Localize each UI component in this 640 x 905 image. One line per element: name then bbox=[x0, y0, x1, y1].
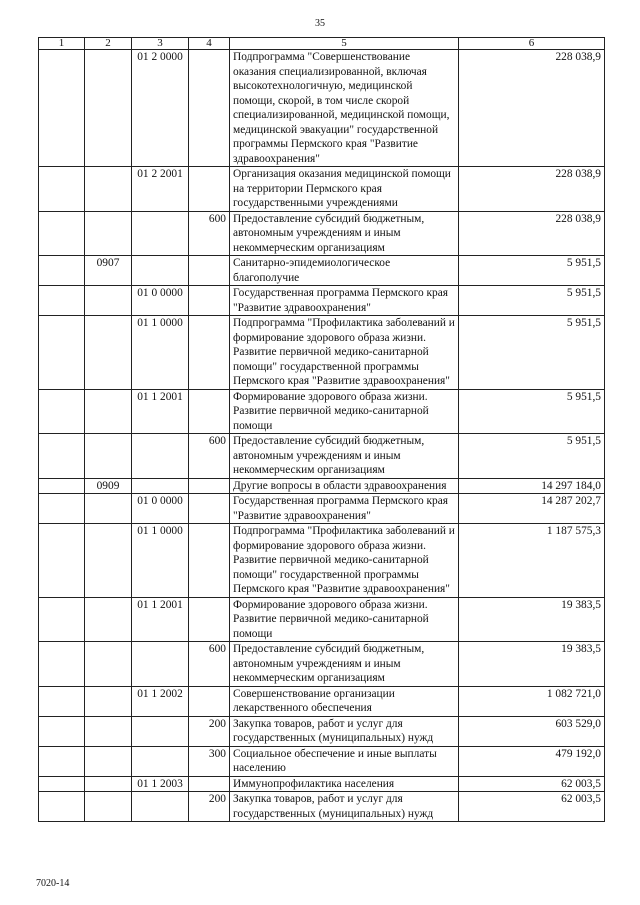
table-row bbox=[39, 211, 605, 256]
expense-type-cell bbox=[189, 286, 230, 316]
budget-table bbox=[38, 37, 605, 822]
expense-type-cell bbox=[189, 686, 230, 716]
name-cell: Подпрограмма "Совершенствование оказания специализированной, включая высокотехнологичную, медицинской помощи, скорой, в том числе скорой специализированной, медицинской помощи, медицинской эвакуации" государственной программы Пермского края "Развитие здравоохранения" bbox=[230, 50, 459, 167]
target-article-cell: 01 0 0000 bbox=[132, 286, 189, 316]
section-cell bbox=[39, 434, 85, 479]
header-col-3: 3 bbox=[132, 38, 189, 50]
subsection-cell bbox=[85, 316, 132, 390]
section-cell bbox=[39, 286, 85, 316]
name-cell: Совершенствование организации лекарственного обеспечения bbox=[230, 686, 459, 716]
section-cell bbox=[39, 642, 85, 687]
name-cell: Подпрограмма "Профилактика заболеваний и формирование здорового образа жизни. Развитие первичной медико-санитарной помощи" государственной программы Пермского края "Развитие здравоохранения" bbox=[230, 524, 459, 598]
section-cell bbox=[39, 776, 85, 792]
expense-type-cell bbox=[189, 167, 230, 212]
amount-cell: 19 383,5 bbox=[459, 642, 605, 687]
amount-cell: 5 951,5 bbox=[459, 434, 605, 479]
table-row bbox=[39, 256, 605, 286]
name-cell: Санитарно-эпидемиологическое благополучие bbox=[230, 256, 459, 286]
page-number: 35 bbox=[315, 18, 325, 29]
amount-cell: 62 003,5 bbox=[459, 792, 605, 822]
target-article-cell bbox=[132, 211, 189, 256]
subsection-cell bbox=[85, 50, 132, 167]
section-cell bbox=[39, 389, 85, 434]
target-article-cell: 01 1 0000 bbox=[132, 316, 189, 390]
amount-cell: 1 187 575,3 bbox=[459, 524, 605, 598]
target-article-cell bbox=[132, 478, 189, 494]
expense-type-cell bbox=[189, 597, 230, 642]
table-row bbox=[39, 776, 605, 792]
section-cell bbox=[39, 597, 85, 642]
table-row bbox=[39, 494, 605, 524]
table-row bbox=[39, 478, 605, 494]
amount-cell: 5 951,5 bbox=[459, 256, 605, 286]
table-row bbox=[39, 642, 605, 687]
expense-type-cell: 600 bbox=[189, 211, 230, 256]
subsection-cell: 0907 bbox=[85, 256, 132, 286]
table-header-row bbox=[39, 38, 605, 50]
name-cell: Государственная программа Пермского края "Развитие здравоохранения" bbox=[230, 494, 459, 524]
table-row bbox=[39, 316, 605, 390]
table-row bbox=[39, 792, 605, 822]
table-row bbox=[39, 434, 605, 479]
section-cell bbox=[39, 524, 85, 598]
table-row bbox=[39, 746, 605, 776]
name-cell: Подпрограмма "Профилактика заболеваний и формирование здорового образа жизни. Развитие первичной медико-санитарной помощи" государственной программы Пермского края "Развитие здравоохранения" bbox=[230, 316, 459, 390]
name-cell: Иммунопрофилактика населения bbox=[230, 776, 459, 792]
target-article-cell bbox=[132, 256, 189, 286]
amount-cell: 228 038,9 bbox=[459, 211, 605, 256]
target-article-cell: 01 1 2003 bbox=[132, 776, 189, 792]
subsection-cell bbox=[85, 211, 132, 256]
target-article-cell bbox=[132, 642, 189, 687]
amount-cell: 19 383,5 bbox=[459, 597, 605, 642]
amount-cell: 14 297 184,0 bbox=[459, 478, 605, 494]
target-article-cell: 01 1 2001 bbox=[132, 597, 189, 642]
section-cell bbox=[39, 686, 85, 716]
expense-type-cell bbox=[189, 494, 230, 524]
expense-type-cell: 200 bbox=[189, 792, 230, 822]
section-cell bbox=[39, 716, 85, 746]
expense-type-cell: 200 bbox=[189, 716, 230, 746]
target-article-cell bbox=[132, 716, 189, 746]
target-article-cell bbox=[132, 746, 189, 776]
table-row bbox=[39, 167, 605, 212]
name-cell: Предоставление субсидий бюджетным, автономным учреждениям и иным некоммерческим организациям bbox=[230, 211, 459, 256]
expense-type-cell: 300 bbox=[189, 746, 230, 776]
section-cell bbox=[39, 478, 85, 494]
amount-cell: 603 529,0 bbox=[459, 716, 605, 746]
header-col-4: 4 bbox=[189, 38, 230, 50]
name-cell: Организация оказания медицинской помощи на территории Пермского края государственными учреждениями bbox=[230, 167, 459, 212]
table-row bbox=[39, 286, 605, 316]
name-cell: Формирование здорового образа жизни. Развитие первичной медико-санитарной помощи bbox=[230, 597, 459, 642]
table-row bbox=[39, 686, 605, 716]
subsection-cell bbox=[85, 434, 132, 479]
subsection-cell bbox=[85, 642, 132, 687]
section-cell bbox=[39, 211, 85, 256]
subsection-cell bbox=[85, 746, 132, 776]
name-cell: Другие вопросы в области здравоохранения bbox=[230, 478, 459, 494]
expense-type-cell bbox=[189, 389, 230, 434]
section-cell bbox=[39, 746, 85, 776]
expense-type-cell bbox=[189, 50, 230, 167]
amount-cell: 5 951,5 bbox=[459, 389, 605, 434]
target-article-cell bbox=[132, 434, 189, 479]
subsection-cell bbox=[85, 716, 132, 746]
subsection-cell bbox=[85, 389, 132, 434]
header-col-6: 6 bbox=[459, 38, 605, 50]
subsection-cell: 0909 bbox=[85, 478, 132, 494]
amount-cell: 228 038,9 bbox=[459, 167, 605, 212]
table-row bbox=[39, 597, 605, 642]
section-cell bbox=[39, 792, 85, 822]
amount-cell: 5 951,5 bbox=[459, 316, 605, 390]
document-code: 7020-14 bbox=[36, 878, 70, 889]
target-article-cell bbox=[132, 792, 189, 822]
amount-cell: 14 287 202,7 bbox=[459, 494, 605, 524]
subsection-cell bbox=[85, 167, 132, 212]
subsection-cell bbox=[85, 286, 132, 316]
section-cell bbox=[39, 494, 85, 524]
section-cell bbox=[39, 167, 85, 212]
table-row bbox=[39, 524, 605, 598]
table-row bbox=[39, 389, 605, 434]
section-cell bbox=[39, 256, 85, 286]
target-article-cell: 01 1 2001 bbox=[132, 389, 189, 434]
name-cell: Предоставление субсидий бюджетным, автономным учреждениям и иным некоммерческим организациям bbox=[230, 642, 459, 687]
target-article-cell: 01 0 0000 bbox=[132, 494, 189, 524]
expense-type-cell bbox=[189, 478, 230, 494]
expense-type-cell bbox=[189, 524, 230, 598]
subsection-cell bbox=[85, 776, 132, 792]
header-col-1: 1 bbox=[39, 38, 85, 50]
target-article-cell: 01 2 2001 bbox=[132, 167, 189, 212]
table-row bbox=[39, 50, 605, 167]
header-col-2: 2 bbox=[85, 38, 132, 50]
name-cell: Закупка товаров, работ и услуг для государственных (муниципальных) нужд bbox=[230, 716, 459, 746]
expense-type-cell bbox=[189, 776, 230, 792]
target-article-cell: 01 1 2002 bbox=[132, 686, 189, 716]
name-cell: Формирование здорового образа жизни. Развитие первичной медико-санитарной помощи bbox=[230, 389, 459, 434]
subsection-cell bbox=[85, 792, 132, 822]
table-row bbox=[39, 716, 605, 746]
header-col-5: 5 bbox=[230, 38, 459, 50]
name-cell: Закупка товаров, работ и услуг для государственных (муниципальных) нужд bbox=[230, 792, 459, 822]
amount-cell: 228 038,9 bbox=[459, 50, 605, 167]
expense-type-cell bbox=[189, 256, 230, 286]
amount-cell: 1 082 721,0 bbox=[459, 686, 605, 716]
amount-cell: 5 951,5 bbox=[459, 286, 605, 316]
subsection-cell bbox=[85, 597, 132, 642]
target-article-cell: 01 2 0000 bbox=[132, 50, 189, 167]
expense-type-cell: 600 bbox=[189, 434, 230, 479]
amount-cell: 62 003,5 bbox=[459, 776, 605, 792]
name-cell: Предоставление субсидий бюджетным, автономным учреждениям и иным некоммерческим организациям bbox=[230, 434, 459, 479]
target-article-cell: 01 1 0000 bbox=[132, 524, 189, 598]
amount-cell: 479 192,0 bbox=[459, 746, 605, 776]
subsection-cell bbox=[85, 686, 132, 716]
subsection-cell bbox=[85, 524, 132, 598]
subsection-cell bbox=[85, 494, 132, 524]
expense-type-cell: 600 bbox=[189, 642, 230, 687]
section-cell bbox=[39, 316, 85, 390]
section-cell bbox=[39, 50, 85, 167]
name-cell: Социальное обеспечение и иные выплаты населению bbox=[230, 746, 459, 776]
name-cell: Государственная программа Пермского края "Развитие здравоохранения" bbox=[230, 286, 459, 316]
expense-type-cell bbox=[189, 316, 230, 390]
